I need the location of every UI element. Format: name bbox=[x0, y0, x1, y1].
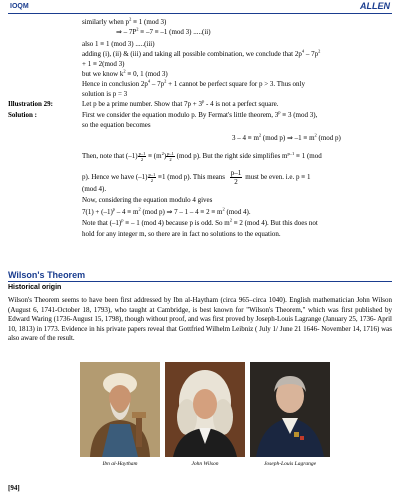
caption-ibn-al-haytham: Ibn al-Haytham bbox=[102, 461, 138, 467]
header-logo: ALLEN bbox=[360, 1, 390, 11]
solution-line-7: Now, considering the equation modulo 4 gives bbox=[82, 196, 213, 204]
solution-line-9: Note that $(-1)^p$ ≡ – 1 (mod 4) because p is odd. So $m^2 \equiv 2$ (mod 4). But this does not bbox=[82, 217, 318, 227]
solution-line-2: so the equation becomes bbox=[82, 121, 151, 129]
history-title: Historical origin bbox=[8, 284, 62, 291]
solution-equation: $3 - 4 \equiv m^2$ (mod p) ⇒ $-1 \equiv m^2$ (mod p) bbox=[232, 132, 341, 142]
line-4: adding (i), (ii) & (iii) and taking all possible combination, we conclude that $2p^4 - 7p^2$ bbox=[82, 48, 321, 58]
section-rule bbox=[8, 281, 392, 282]
line-1: similarly when $p^2 \equiv 1$ (mod 3) bbox=[82, 16, 167, 26]
page-header bbox=[0, 0, 400, 14]
illustration-text: Let p be a prime number. Show that $7p + 3^p - 4$ is not a perfect square. bbox=[82, 98, 279, 108]
caption-lagrange: Joseph-Louis Lagrange bbox=[263, 461, 317, 467]
solution-line-5: p). Hence we have (–1) $\frac{p-1}{2}$ ≡1 (mod p). This means $\frac{p-1}{2}$ must be even. i.e. p ≡ 1 bbox=[82, 169, 311, 186]
page-number: [94] bbox=[8, 484, 20, 492]
portrait-ibn-al-haytham bbox=[80, 362, 160, 457]
solution-line-1: First we consider the equation modulo p. By Fermat's little theorem, $3^p \equiv 3$ (mod 3), bbox=[82, 109, 318, 119]
line-7: Hence in conclusion $2p^4 - 7p^2 + 1$ cannot be perfect square for p > 3. Thus only bbox=[82, 78, 305, 88]
solution-line-4: Then, note that (–1) $\frac{p-1}{2}$ ≡ $(m^2)$ $\frac{p-1}{2}$ (mod p). But the right side simplifies $m^{p-1} \equiv 1$ (mod bbox=[82, 150, 322, 162]
solution-label: Solution : bbox=[8, 111, 37, 119]
line-3: also 1 ≡ 1 (mod 3) .....(iii) bbox=[82, 40, 155, 48]
portrait-lagrange bbox=[250, 362, 330, 457]
line-5: + 1 ≡ 2(mod 3) bbox=[82, 60, 125, 68]
header-title: IOQM bbox=[10, 3, 29, 10]
line-2: ⇒ – $7P^2 \equiv -7 \equiv -1$ (mod 3) .....(ii) bbox=[116, 26, 211, 36]
portrait-john-wilson bbox=[165, 362, 245, 457]
history-paragraph: Wilson's Theorem seems to have been first addressed by Ibn al-Haytham (circa 965–circa 1040). English mathematician John Wilson (August 6, 1741-October 18, 1793), who taught at Cambridge, is best known for "Wilson's Theorem," which was first published by Edward Waring (1736-August 15, 1798), though without proof, and was first proved by Joseph-Louis Lagrange (January 25, 1736- April 10, 1813) in 1773. Evidence in his private papers reveal that Gottfried Wilhelm Leibniz ( July 1/ June 21 1646- November 14, 1716) was also aware of the result. bbox=[8, 296, 392, 343]
illustration-label: Illustration 29: bbox=[8, 100, 53, 108]
solution-line-10: hold for any integer m, so there are in fact no solutions to the equation. bbox=[82, 230, 281, 238]
line-8: solution is p = 3 bbox=[82, 90, 128, 98]
header-rule bbox=[8, 13, 392, 14]
solution-line-8: $7(1) + (-1)^p - 4 \equiv m^2$ (mod p) ⇒ $7 - 1 - 4 \equiv 2 \equiv m^2$ (mod 4). bbox=[82, 206, 251, 216]
caption-john-wilson: John Wilson bbox=[191, 461, 219, 467]
solution-line-6: (mod 4). bbox=[82, 185, 107, 193]
section-title: Wilson's Theorem bbox=[8, 270, 86, 280]
line-6: but we know $k^2 \equiv 0$, 1 (mod 3) bbox=[82, 68, 168, 78]
